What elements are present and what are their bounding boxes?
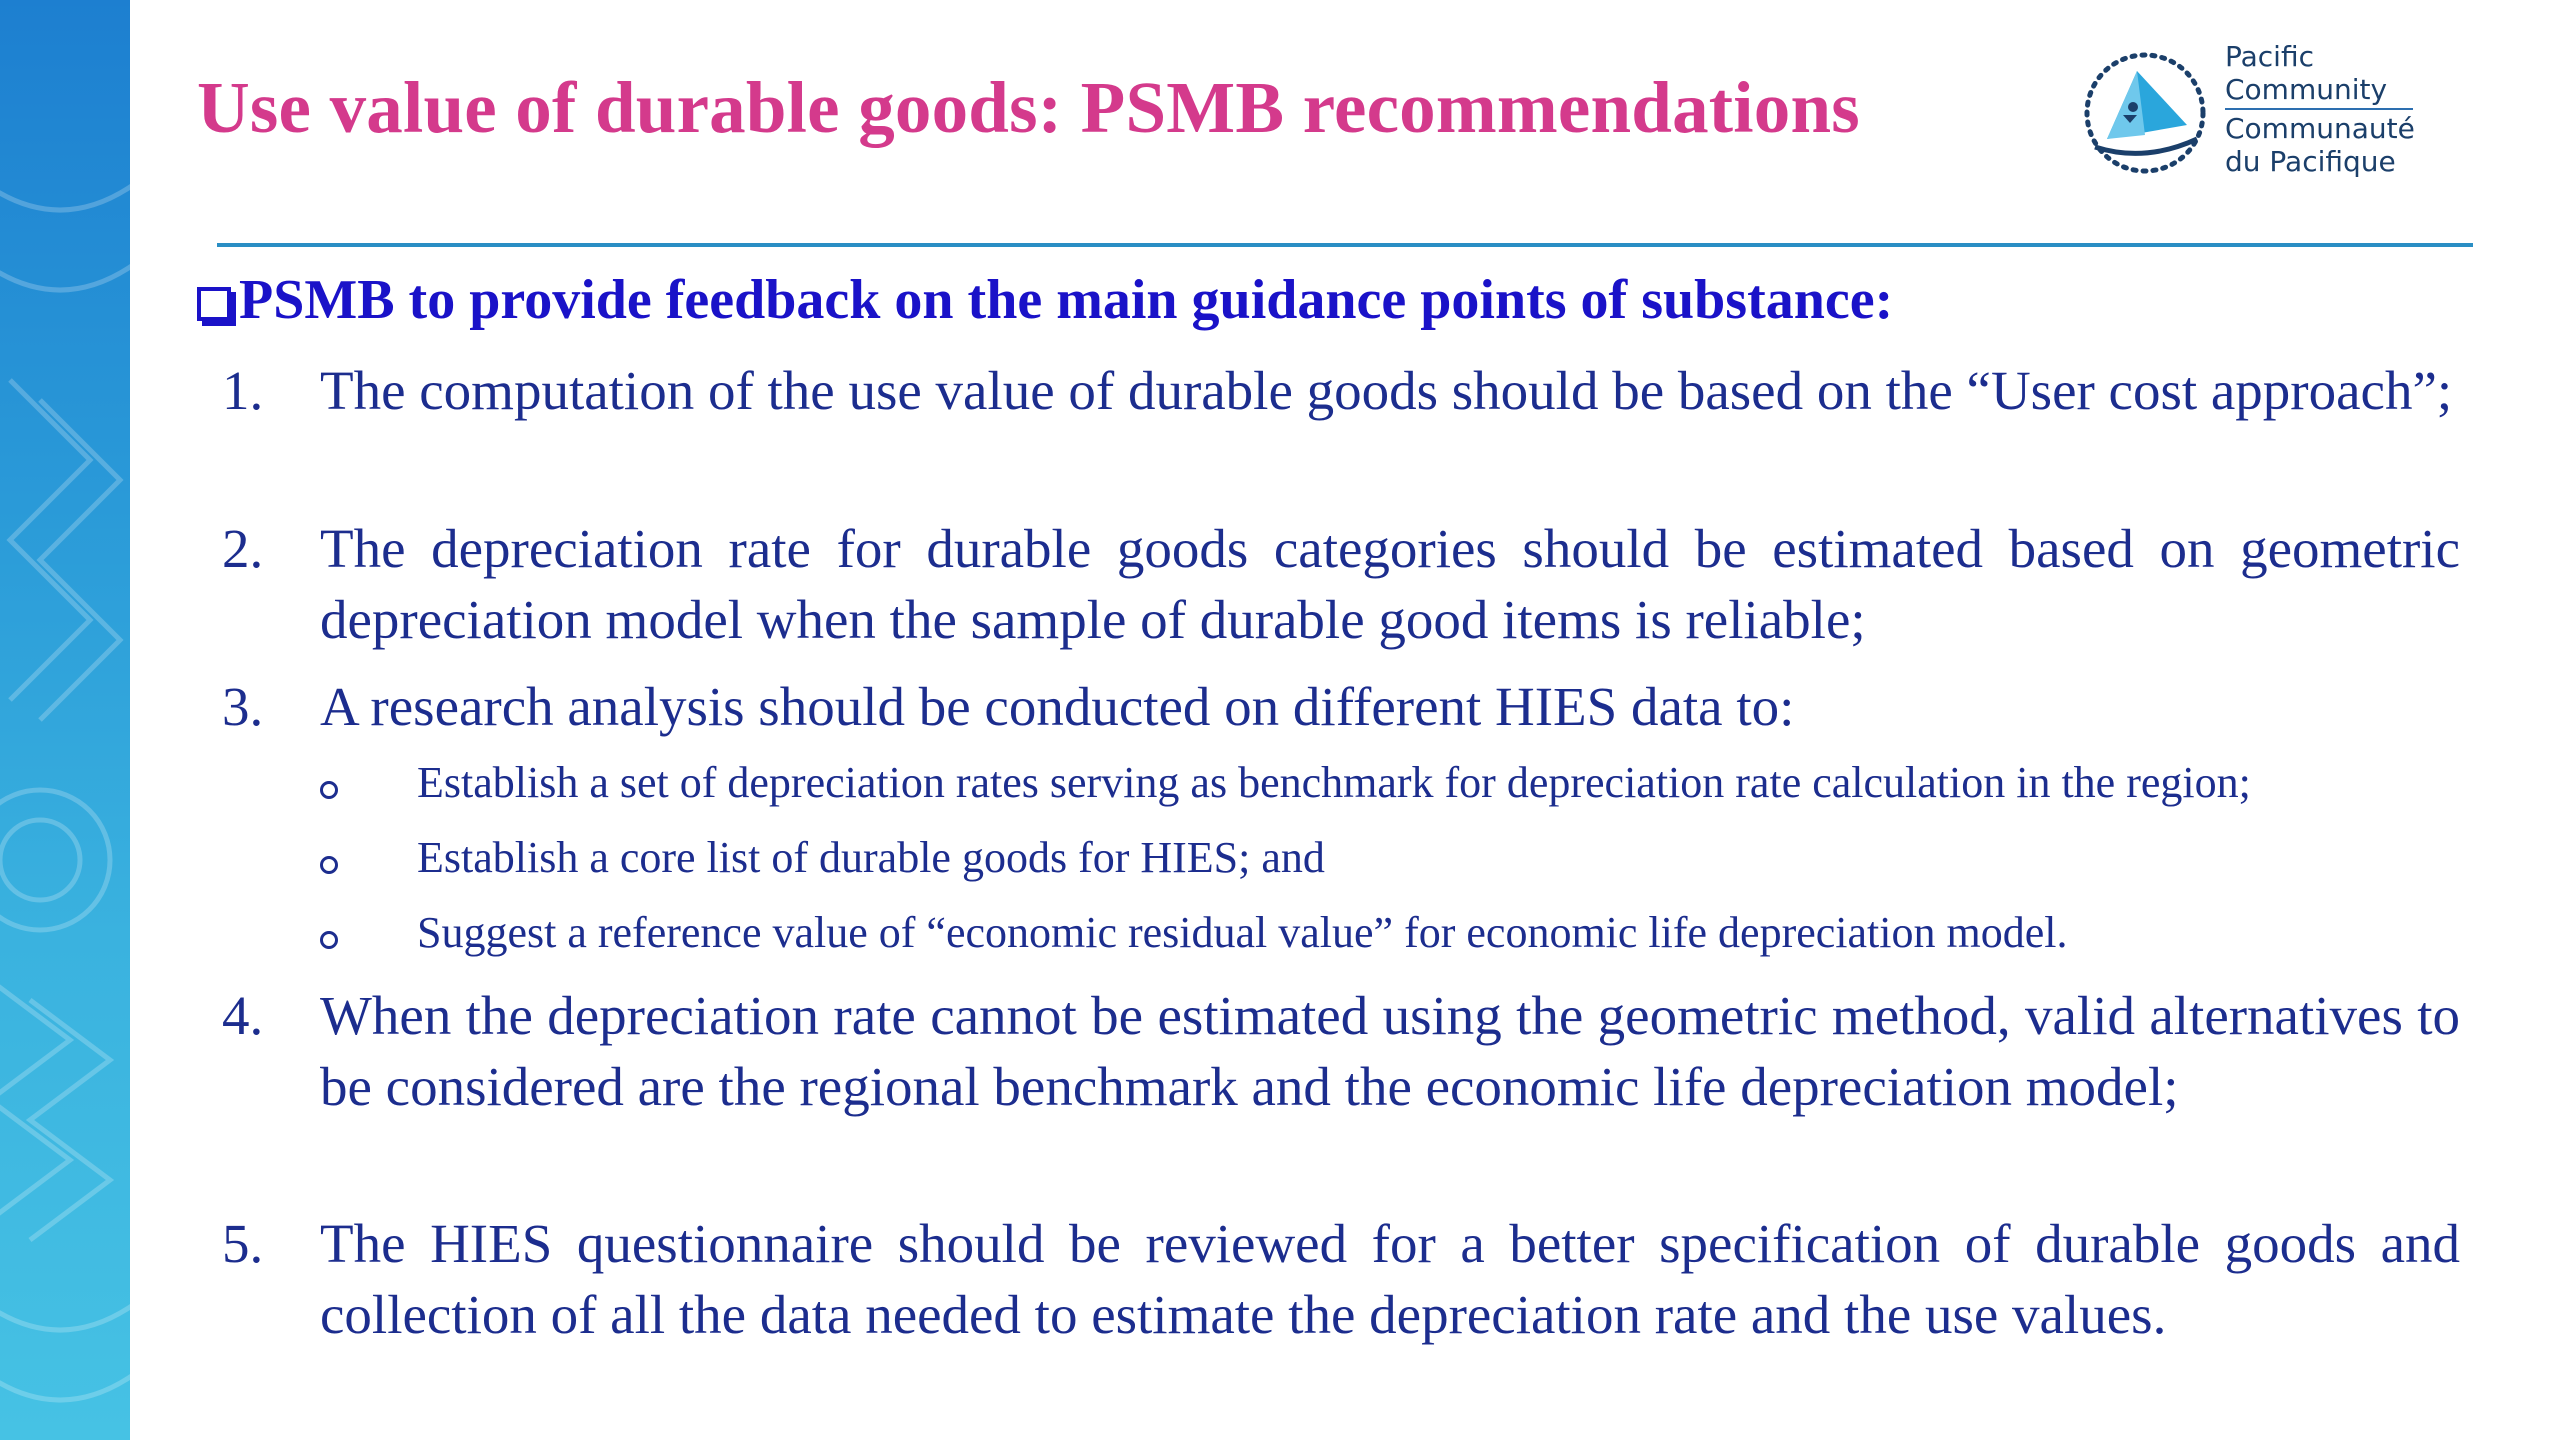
list-item-5 [222,1208,2460,1350]
section-heading [197,268,1893,332]
checkbox-bullet-icon [197,287,231,321]
decorative-side-band [0,0,130,1440]
sub-list-item-text: Suggest a reference value of “economic residual value” for economic life depreciation model. [417,908,2068,957]
list-item-number: 5. [222,1213,264,1274]
list-item-2 [222,513,2460,655]
list-item-text: The depreciation rate for durable goods categories should be estimated based on geometric depreciation model when the sample of durable good items is reliable; [320,518,2460,650]
list-item-1 [222,355,2460,426]
circle-bullet-icon [320,931,338,949]
list-item-4 [222,980,2460,1122]
list-item-number: 2. [222,518,264,579]
logo-rule [2225,108,2413,110]
list-item-number: 3. [222,676,264,737]
list-item-number: 1. [222,360,264,421]
logo-line-1: Pacific [2225,40,2314,73]
pacific-community-logo [2075,38,2455,188]
list-item-text: The computation of the use value of durable goods should be based on the “User cost approach”; [320,360,2453,421]
list-item-text: A research analysis should be conducted on different HIES data to: [320,676,1795,737]
circle-bullet-icon [320,856,338,874]
logo-line-3: Communauté [2225,112,2415,145]
sub-list-item-text: Establish a core list of durable goods for HIES; and [417,833,1325,882]
pacific-community-emblem-icon [2075,43,2215,183]
section-heading-text: PSMB to provide feedback on the main guidance points of substance: [239,269,1894,331]
list-item-3 [222,671,2460,742]
sub-list-item-text: Establish a set of depreciation rates serving as benchmark for depreciation rate calculation in the region; [417,758,2251,807]
list-item-text: The HIES questionnaire should be reviewed for a better specification of durable goods and collection of all the data needed to estimate the depreciation rate and the use values. [320,1213,2460,1345]
circle-bullet-icon [320,781,338,799]
slide-title: Use value of durable goods: PSMB recommendations [197,67,1860,148]
logo-line-2: Community [2225,73,2388,106]
list-item-text: When the depreciation rate cannot be estimated using the geometric method, valid alternatives to be considered are the regional benchmark and the economic life depreciation model; [320,985,2460,1117]
title-divider [217,243,2473,247]
list-item-number: 4. [222,985,264,1046]
side-band-pattern [0,0,130,1440]
sub-list-item-3 [320,908,2480,958]
sub-list-item-2 [320,833,2480,883]
logo-text [2225,40,2455,178]
sub-list-item-1 [320,758,2480,808]
logo-line-4: du Pacifique [2225,145,2396,178]
